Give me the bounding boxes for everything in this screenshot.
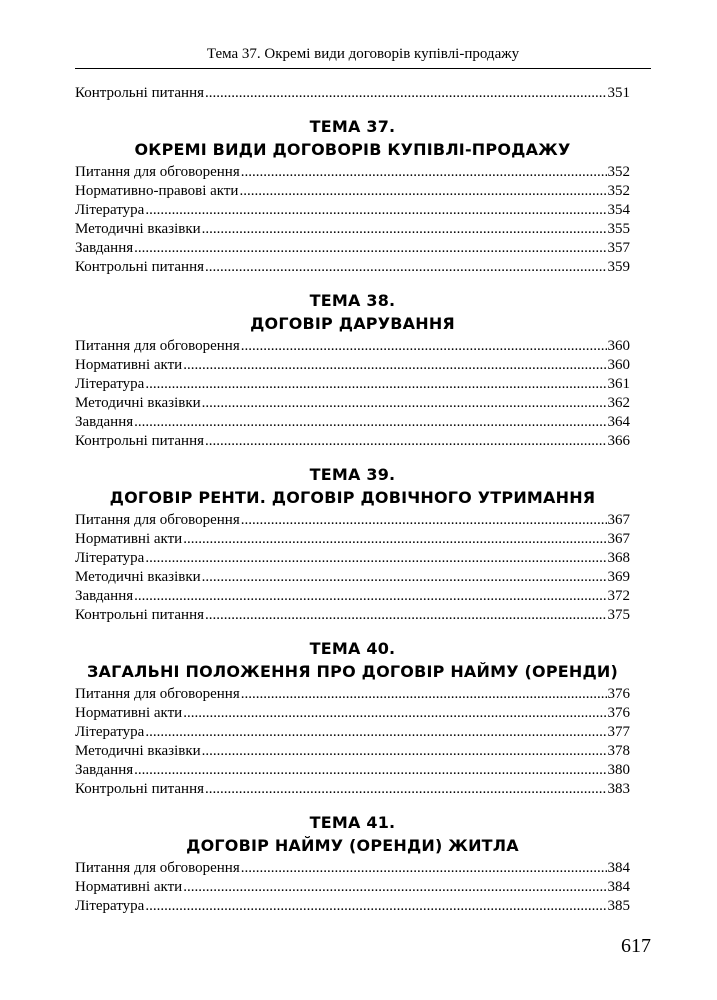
dot-leader (145, 723, 606, 742)
dot-leader (183, 704, 606, 723)
dot-leader (205, 84, 606, 103)
toc-entry-page: 352 (607, 183, 630, 199)
toc-entry-page: 364 (607, 414, 630, 430)
toc-entry-page: 383 (607, 781, 630, 797)
toc-entry-page: 368 (607, 550, 630, 566)
dot-leader (145, 549, 606, 568)
toc-entry[interactable] (75, 432, 630, 451)
toc-entry[interactable] (75, 84, 630, 103)
toc-entry[interactable] (75, 163, 630, 182)
toc-entry-label: Нормативно-правові акти (75, 183, 239, 199)
topic-name-heading: ЗАГАЛЬНІ ПОЛОЖЕННЯ ПРО ДОГОВІР НАЙМУ (ОРЕНДИ) (86, 662, 619, 681)
toc-entry-label: Нормативні акти (75, 879, 183, 895)
toc-entry[interactable] (75, 878, 630, 897)
topic-number-heading: ТЕМА 41. (309, 813, 396, 832)
toc-entry[interactable] (75, 220, 630, 239)
toc-entry-label: Контрольні питання (75, 781, 205, 797)
toc-entry[interactable] (75, 201, 630, 220)
toc-entry-label: Контрольні питання (75, 259, 205, 275)
toc-entry[interactable] (75, 394, 630, 413)
toc-entry-page: 376 (607, 686, 630, 702)
dot-leader (145, 201, 606, 220)
toc-entry[interactable] (75, 258, 630, 277)
toc-entry[interactable] (75, 723, 630, 742)
toc-entry-label: Контрольні питання (75, 85, 205, 101)
dot-leader (145, 897, 606, 916)
toc-entry-page: 384 (607, 879, 630, 895)
toc-entry[interactable] (75, 549, 630, 568)
topic-name-heading: ДОГОВІР ДАРУВАННЯ (250, 314, 455, 333)
header-rule (75, 68, 651, 69)
toc-entry[interactable] (75, 530, 630, 549)
dot-leader (241, 163, 607, 182)
toc-entry[interactable] (75, 511, 630, 530)
dot-leader (241, 859, 607, 878)
toc-entry-label: Завдання (75, 762, 134, 778)
dot-leader (205, 606, 606, 625)
dot-leader (241, 337, 607, 356)
toc-entry[interactable] (75, 337, 630, 356)
toc-entry[interactable] (75, 780, 630, 799)
toc-entry-page: 384 (607, 860, 630, 876)
toc-entry-page: 367 (607, 512, 630, 528)
toc-entry[interactable] (75, 182, 630, 201)
toc-entry-label: Нормативні акти (75, 531, 183, 547)
toc-entry-label: Питання для обговорення (75, 860, 240, 876)
toc-entry-label: Методичні вказівки (75, 569, 201, 585)
topic-number-heading: ТЕМА 39. (309, 465, 396, 484)
dot-leader (145, 375, 606, 394)
toc-entry[interactable] (75, 606, 630, 625)
toc-entry-label: Завдання (75, 414, 134, 430)
toc-entry-label: Література (75, 724, 145, 740)
topic-number-heading: ТЕМА 37. (309, 117, 396, 136)
toc-entry[interactable] (75, 897, 630, 916)
toc-entry[interactable] (75, 356, 630, 375)
toc-entry-label: Література (75, 202, 145, 218)
dot-leader (239, 182, 606, 201)
dot-leader (205, 780, 606, 799)
toc-entry[interactable] (75, 761, 630, 780)
toc-entry-page: 351 (607, 85, 630, 101)
toc-entry-label: Питання для обговорення (75, 686, 240, 702)
dot-leader (205, 432, 606, 451)
toc-entry-label: Контрольні питання (75, 607, 205, 623)
dot-leader (183, 878, 606, 897)
toc-entry-page: 362 (607, 395, 630, 411)
toc-entry-page: 352 (607, 164, 630, 180)
toc-entry[interactable] (75, 375, 630, 394)
dot-leader (241, 511, 607, 530)
toc-entry-label: Завдання (75, 588, 134, 604)
topic-name-heading: ДОГОВІР РЕНТИ. ДОГОВІР ДОВІЧНОГО УТРИМАННЯ (109, 488, 596, 507)
toc-entry-label: Питання для обговорення (75, 338, 240, 354)
toc-entry-label: Література (75, 550, 145, 566)
dot-leader (134, 239, 606, 258)
toc-entry[interactable] (75, 587, 630, 606)
toc-entry[interactable] (75, 859, 630, 878)
toc-entry-page: 360 (607, 338, 630, 354)
dot-leader (183, 530, 606, 549)
toc-entry-page: 359 (607, 259, 630, 275)
toc-entry-label: Методичні вказівки (75, 395, 201, 411)
topic-name-heading: ОКРЕМІ ВИДИ ДОГОВОРІВ КУПІВЛІ-ПРОДАЖУ (134, 140, 571, 159)
toc-entry-page: 380 (607, 762, 630, 778)
running-head: Тема 37. Окремі види договорів купівлі-продажу (206, 46, 520, 62)
toc-entry-label: Завдання (75, 240, 134, 256)
toc-entry-label: Питання для обговорення (75, 512, 240, 528)
toc-entry-label: Література (75, 376, 145, 392)
dot-leader (134, 761, 606, 780)
toc-entry-page: 375 (607, 607, 630, 623)
toc-entry-label: Нормативні акти (75, 705, 183, 721)
toc-entry-page: 357 (607, 240, 630, 256)
toc-entry-page: 367 (607, 531, 630, 547)
topic-name-heading: ДОГОВІР НАЙМУ (ОРЕНДИ) ЖИТЛА (186, 836, 519, 855)
toc-entry-page: 372 (607, 588, 630, 604)
toc-entry-page: 369 (607, 569, 630, 585)
dot-leader (202, 220, 607, 239)
toc-entry-label: Методичні вказівки (75, 743, 201, 759)
toc-entry[interactable] (75, 685, 630, 704)
topic-number-heading: ТЕМА 38. (309, 291, 396, 310)
toc-entry[interactable] (75, 704, 630, 723)
dot-leader (241, 685, 607, 704)
toc-entry[interactable] (75, 568, 630, 587)
toc-entry-page: 354 (607, 202, 630, 218)
toc-entry-label: Контрольні питання (75, 433, 205, 449)
table-of-contents (75, 84, 630, 916)
toc-entry-page: 361 (607, 376, 630, 392)
dot-leader (205, 258, 606, 277)
dot-leader (202, 568, 607, 587)
topic-number-heading: ТЕМА 40. (309, 639, 396, 658)
toc-entry[interactable] (75, 742, 630, 761)
toc-entry-page: 378 (607, 743, 630, 759)
toc-entry[interactable] (75, 413, 630, 432)
dot-leader (202, 742, 607, 761)
toc-entry-label: Література (75, 898, 145, 914)
toc-entry-page: 376 (607, 705, 630, 721)
toc-entry-label: Нормативні акти (75, 357, 183, 373)
dot-leader (134, 413, 606, 432)
page-number: 617 (621, 935, 651, 957)
dot-leader (134, 587, 606, 606)
toc-entry-label: Методичні вказівки (75, 221, 201, 237)
toc-entry-page: 377 (607, 724, 630, 740)
toc-entry-page: 366 (607, 433, 630, 449)
toc-entry-page: 385 (607, 898, 630, 914)
toc-entry-page: 355 (607, 221, 630, 237)
dot-leader (183, 356, 606, 375)
dot-leader (202, 394, 607, 413)
toc-entry-page: 360 (607, 357, 630, 373)
toc-entry[interactable] (75, 239, 630, 258)
toc-entry-label: Питання для обговорення (75, 164, 240, 180)
